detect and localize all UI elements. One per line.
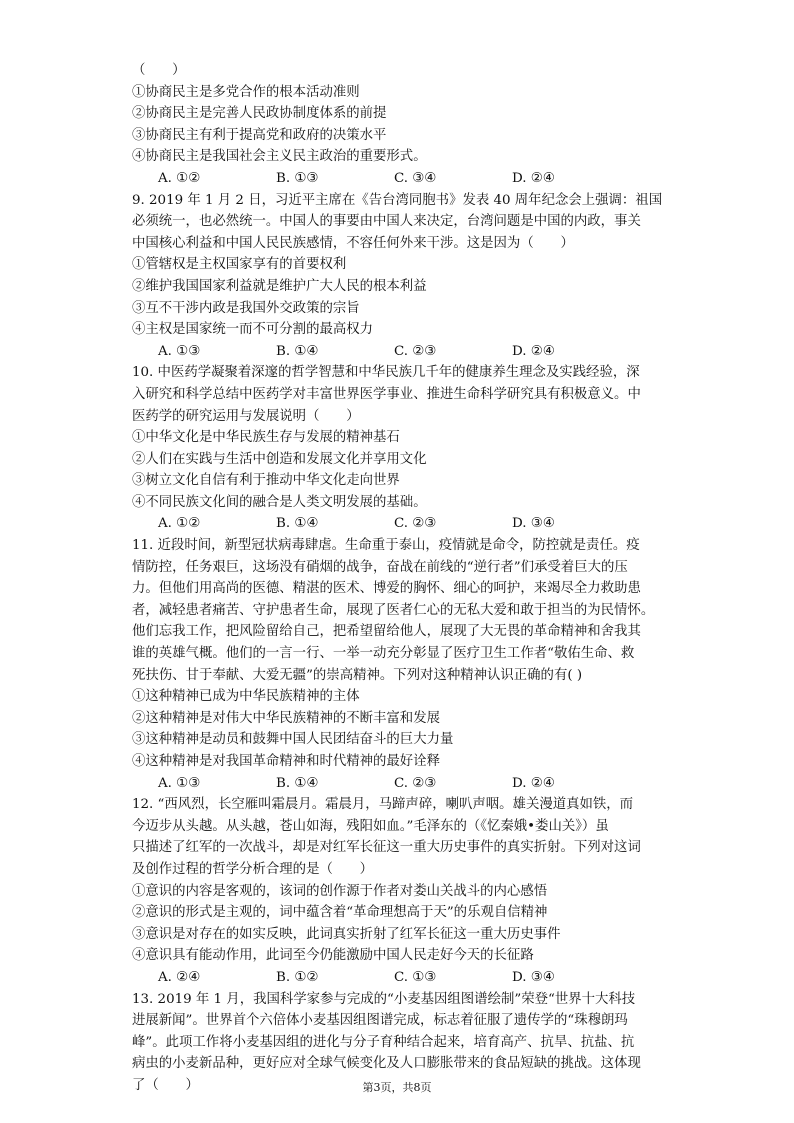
question-9-stem-line: 9. 2019 年 1 月 2 日，习近平主席在《告台湾同胞书》发表 40 周年纪念会上强调：祖国 [132,192,663,208]
page-content [132,60,672,1097]
question-10-option-c[interactable]: C. ②③ [394,516,437,532]
question-11-option-d[interactable]: D. ②④ [512,775,555,791]
question-12-option-d[interactable]: D. ③④ [512,969,555,985]
question-11-option-c[interactable]: C. ②③ [394,775,437,791]
question-8-statement-2: ②协商民主是完善人民政协制度体系的前提 [132,106,387,122]
question-9-option-d[interactable]: D. ②④ [512,343,555,359]
question-8 [132,60,672,190]
question-8-tail: （ ） [132,63,186,78]
question-11 [132,535,672,794]
question-12-stem-line: 12. “西风烈，长空雁叫霜晨月。霜晨月，马蹄声碎，喇叭声咽。雄关漫道真如铁，而 [132,797,634,813]
question-10-options [132,513,672,535]
question-11-statement-2: ②这种精神是对伟大中华民族精神的不断丰富和发展 [132,710,440,726]
question-10-statement-3: ③树立文化自信有利于推动中华文化走向世界 [132,473,400,489]
question-8-statement-3: ③协商民主有利于提高党和政府的决策水平 [132,127,387,143]
question-11-stem-line: 谁的英雄气概。他们的一言一行、一举一动充分彰显了医疗卫生工作者“敬佑生命、救 [132,646,635,662]
question-10-statement-1: ①中华文化是中华民族生存与发展的精神基石 [132,430,400,446]
question-9-option-a[interactable]: A. ①③ [158,343,201,359]
question-10-statement-2: ②人们在实践与生活中创造和发展文化并享用文化 [132,451,427,467]
question-12-statement-1: ①意识的内容是客观的，该词的创作源于作者对娄山关战斗的内心感悟 [132,883,548,899]
question-10-option-b[interactable]: B. ①④ [276,516,319,532]
question-12-stem-line: 今迈步从头越。从头越，苍山如海，残阳如血。”毛泽东的（《忆秦娥•娄山关》）虽 [132,818,609,834]
question-12-stem-line: 只描述了红军的一次战斗，却是对红军长征这一重大历史事件的真实折射。下列对这词 [132,840,641,856]
question-12-statement-2: ②意识的形式是主观的，词中蕴含着“革命理想高于天”的乐观自信精神 [132,905,548,921]
question-10 [132,362,672,535]
question-12-stem-line: 及创作过程的哲学分析合理的是（ ） [132,861,374,877]
question-9-stem-line: 必须统一，也必然统一。中国人的事要由中国人来决定，台湾问题是中国的内政，事关 [132,214,641,230]
question-11-options [132,773,672,795]
question-11-statement-4: ④这种精神是对我国革命精神和时代精神的最好诠释 [132,754,440,769]
question-10-stem-line: 入研究和科学总结中医药学对丰富世界医学事业、推进生命科学研究具有积极意义。中 [132,386,641,402]
question-10-statement-4: ④不同民族文化间的融合是人类文明发展的基础。 [132,494,427,510]
question-11-stem-line: 死扶伤、甘于奉献、大爱无疆”的崇高精神。下列对这种精神认识正确的有( ) [132,667,583,683]
question-9-options [132,341,672,363]
question-12-option-b[interactable]: B. ①② [276,969,319,985]
question-9-statement-1: ①管辖权是主权国家享有的首要权利 [132,257,347,273]
question-9-statement-3: ③互不干涉内政是我国外交政策的宗旨 [132,300,360,316]
question-12-statement-3: ③意识是对存在的如实反映，此词真实折射了红军长征这一重大历史事件 [132,926,561,942]
question-12-options [132,967,672,989]
question-12-option-c[interactable]: C. ①③ [394,969,437,985]
question-9-statement-4: ④主权是国家统一而不可分割的最高权力 [132,322,374,338]
question-8-option-c[interactable]: C. ③④ [394,170,437,186]
question-11-option-b[interactable]: B. ①④ [276,775,319,791]
question-11-stem-line: 力。但他们用高尚的医德、精湛的医术、博爱的胸怀、细心的呵护，来竭尽全力救助患 [132,581,641,597]
question-11-statement-1: ①这种精神已成为中华民族精神的主体 [132,689,360,705]
question-11-stem-line: 11. 近段时间，新型冠状病毒肆虐。生命重于泰山，疫情就是命令，防控就是责任。疫 [132,538,640,554]
question-13-stem-line: 病虫的小麦新品种，更好应对全球气候变化及人口膨胀带来的食品短缺的挑战。这体现 [132,1056,641,1072]
question-10-stem-line: 10. 中医药学凝聚着深邃的哲学智慧和中华民族几千年的健康养生理念及实践经验，深 [132,365,640,381]
question-9-option-c[interactable]: C. ②③ [394,343,437,359]
question-9-option-b[interactable]: B. ①④ [276,343,319,359]
question-9-stem-line: 中国核心利益和中国人民民族感情，不容任何外来干涉。这是因为（ ） [132,235,574,251]
question-8-option-d[interactable]: D. ②④ [512,170,555,186]
question-8-statement-1: ①协商民主是多党合作的根本活动准则 [132,84,360,100]
question-8-option-a[interactable]: A. ①② [158,170,201,186]
question-12 [132,794,672,988]
question-10-option-a[interactable]: A. ①② [158,516,201,532]
question-8-option-b[interactable]: B. ①③ [276,170,319,186]
question-13-stem-line: 了（ ） [132,1077,199,1093]
question-9 [132,190,672,363]
question-13-stem-line: 峰”。此项工作将小麦基因组的进化与分子育种结合起来，培育高产、抗旱、抗盐、抗 [132,1034,635,1050]
question-10-stem-line: 医药学的研究运用与发展说明（ ） [132,408,360,424]
question-11-option-a[interactable]: A. ①③ [158,775,201,791]
question-11-stem-line: 他们忘我工作，把风险留给自己，把希望留给他人，展现了大无畏的革命精神和舍我其 [132,624,641,640]
question-12-statement-4: ④意识具有能动作用，此词至今仍能激励中国人民走好今天的长征路 [132,948,534,964]
page-number: 第3页，共8页 [362,1081,432,1094]
question-8-statement-4: ④协商民主是我国社会主义民主政治的重要形式。 [132,149,427,165]
question-11-stem-line: 者，减轻患者痛苦、守护患者生命，展现了医者仁心的无私大爱和敢于担当的为民情怀。 [132,602,655,618]
question-9-statement-2: ②维护我国国家利益就是维护广大人民的根本利益 [132,278,427,294]
question-13-stem-line: 13. 2019 年 1 月，我国科学家参与完成的“小麦基因组图谱绘制”荣登“世界十大科技 [132,991,636,1007]
question-8-options [132,168,672,190]
question-13-stem-line: 进展新闻”。世界首个六倍体小麦基因组图谱完成，标志着征服了遗传学的“珠穆朗玛 [132,1013,628,1029]
question-11-statement-3: ③这种精神是动员和鼓舞中国人民团结奋斗的巨大力量 [132,732,454,748]
question-10-option-d[interactable]: D. ③④ [512,516,555,532]
question-12-option-a[interactable]: A. ②④ [158,969,201,985]
question-11-stem-line: 情防控，任务艰巨，这场没有硝烟的战争，奋战在前线的“逆行者”们承受着巨大的压 [132,559,628,575]
